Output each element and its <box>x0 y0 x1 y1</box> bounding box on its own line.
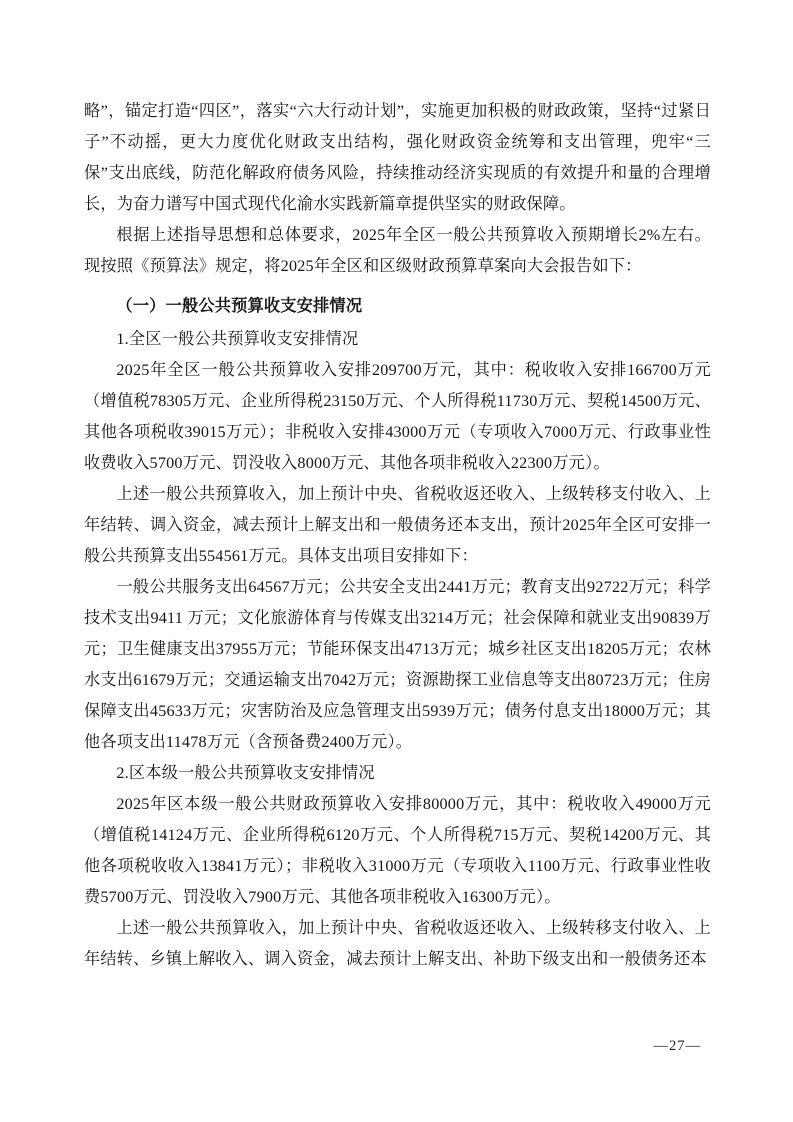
paragraph-district-level-revenue: 2025年区本级一般公共财政预算收入安排80000万元，其中：税收收入49000万元（增值税14124万元、企业所得税6120万元、个人所得税715万元、契税14200万元、其他各项税收收入13841万元）；非税收入31000万元（专项收入1100万元、行政事业性收费5700万元、罚没收入7900万元、其他各项非税收入16300万元）。 <box>84 795 711 906</box>
subsection-heading-district-level: 2.区本级一般公共预算收支安排情况 <box>116 764 375 782</box>
section-heading-general-budget: （一）一般公共预算收支安排情况 <box>116 297 363 315</box>
page-number: —27— <box>653 1038 701 1054</box>
paragraph-district-revenue: 2025年全区一般公共预算收入安排209700万元，其中：税收收入安排166700万元（增值税78305万元、企业所得税23150万元、个人所得税11730万元、契税14500万元、其他各项税收39015万元）；非税收入安排43000万元（专项收入7000万元、行政事业性收费收入5700万元、罚没收入8000万元、其他各项非税收入22300万元）。 <box>84 361 711 472</box>
paragraph-expenditure-items: 一般公共服务支出64567万元；公共安全支出2441万元；教育支出92722万元；科学技术支出9411 万元；文化旅游体育与传媒支出3214万元；社会保障和就业支出90839万元；卫生健康支出37955万元；节能环保支出4713万元；城乡社区支出18205万元；农林水支出61679万元；交通运输支出7042万元；资源勘探工业信息等支出80723万元；住房保障支出45633万元；灾害防治及应急管理支出5939万元；债务付息支出18000万元；其他各项支出11478万元（含预备费2400万元）。 <box>84 578 711 751</box>
page-body-text <box>84 96 711 975</box>
subsection-heading-district-wide: 1.全区一般公共预算收支安排情况 <box>116 330 359 348</box>
paragraph-continuation: 略”，锚定打造“四区”，落实“六大行动计划”，实施更加积极的财政政策，坚持“过紧日子”不动摇，更大力度优化财政支出结构，强化财政资金统筹和支出管理，兜牢“三保”支出底线，防范化解政府债务风险，持续推动经济实现质的有效提升和量的合理增长，为奋力谱写中国式现代化渝水实践新篇章提供坚实的财政保障。 <box>84 102 711 213</box>
paragraph-intro: 根据上述指导思想和总体要求，2025年全区一般公共预算收入预期增长2%左右。现按照《预算法》规定，将2025年全区和区级财政预算草案向大会报告如下： <box>84 226 711 275</box>
paragraph-district-expenditure-total: 上述一般公共预算收入，加上预计中央、省税收返还收入、上级转移支付收入、上年结转、调入资金，减去预计上解支出和一般债务还本支出，预计2025年全区可安排一般公共预算支出554561万元。具体支出项目安排如下： <box>84 485 711 565</box>
paragraph-closing-incomplete: 上述一般公共预算收入，加上预计中央、省税收返还收入、上级转移支付收入、上年结转、乡镇上解收入、调入资金，减去预计上解支出、补助下级支出和一般债务还本 <box>84 919 711 968</box>
